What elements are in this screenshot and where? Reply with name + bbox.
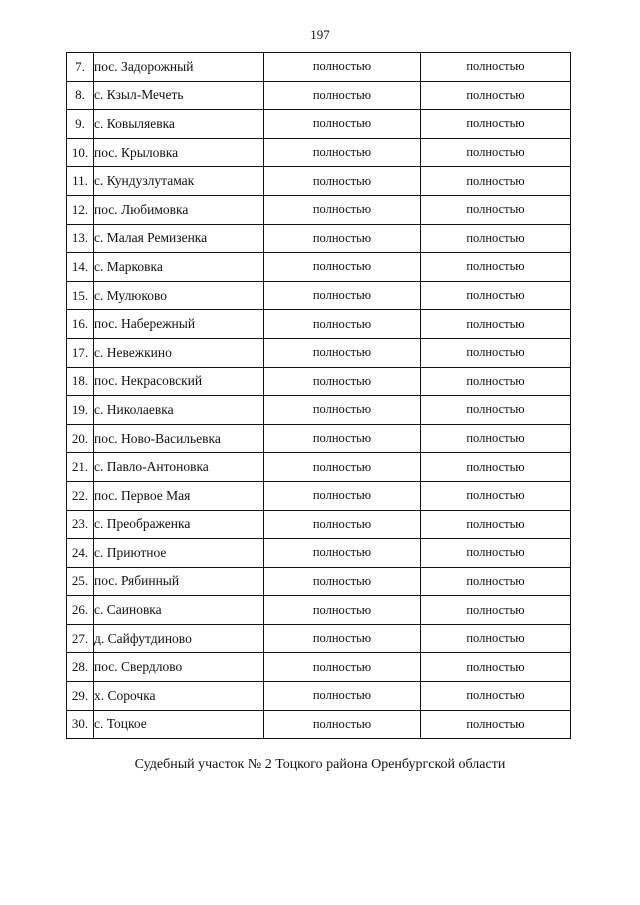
settlement-name-cell: с. Кундузлутамак bbox=[94, 167, 264, 196]
settlement-name-cell: х. Сорочка bbox=[94, 682, 264, 711]
settlement-name-cell: с. Невежкино bbox=[94, 338, 264, 367]
coverage-cell-b: полностью bbox=[421, 624, 571, 653]
settlement-name-cell: пос. Ново-Васильевка bbox=[94, 424, 264, 453]
settlement-name-cell: пос. Набережный bbox=[94, 310, 264, 339]
coverage-cell-b: полностью bbox=[421, 224, 571, 253]
coverage-cell-a: полностью bbox=[264, 596, 421, 625]
coverage-cell-b: полностью bbox=[421, 567, 571, 596]
row-number-cell: 11. bbox=[67, 167, 94, 196]
settlement-name-cell: пос. Задорожный bbox=[94, 53, 264, 82]
settlements-table bbox=[66, 52, 571, 739]
coverage-cell-b: полностью bbox=[421, 110, 571, 139]
coverage-cell-a: полностью bbox=[264, 81, 421, 110]
table-row bbox=[67, 539, 571, 568]
table-body bbox=[67, 53, 571, 739]
coverage-cell-a: полностью bbox=[264, 338, 421, 367]
coverage-cell-b: полностью bbox=[421, 539, 571, 568]
settlement-name-cell: с. Приютное bbox=[94, 539, 264, 568]
settlement-name-cell: с. Ковыляевка bbox=[94, 110, 264, 139]
coverage-cell-b: полностью bbox=[421, 338, 571, 367]
table-row bbox=[67, 396, 571, 425]
coverage-cell-b: полностью bbox=[421, 253, 571, 282]
settlement-name-cell: с. Саиновка bbox=[94, 596, 264, 625]
row-number-cell: 13. bbox=[67, 224, 94, 253]
coverage-cell-b: полностью bbox=[421, 596, 571, 625]
table-row bbox=[67, 653, 571, 682]
table-row bbox=[67, 53, 571, 82]
table-row bbox=[67, 138, 571, 167]
row-number-cell: 19. bbox=[67, 396, 94, 425]
coverage-cell-a: полностью bbox=[264, 110, 421, 139]
coverage-cell-a: полностью bbox=[264, 453, 421, 482]
coverage-cell-a: полностью bbox=[264, 53, 421, 82]
table-row bbox=[67, 253, 571, 282]
coverage-cell-a: полностью bbox=[264, 710, 421, 739]
table-row bbox=[67, 682, 571, 711]
coverage-cell-a: полностью bbox=[264, 424, 421, 453]
settlement-name-cell: с. Марковка bbox=[94, 253, 264, 282]
table-row bbox=[67, 424, 571, 453]
coverage-cell-a: полностью bbox=[264, 224, 421, 253]
row-number-cell: 17. bbox=[67, 338, 94, 367]
row-number-cell: 12. bbox=[67, 195, 94, 224]
coverage-cell-a: полностью bbox=[264, 195, 421, 224]
coverage-cell-b: полностью bbox=[421, 310, 571, 339]
row-number-cell: 8. bbox=[67, 81, 94, 110]
settlement-name-cell: пос. Любимовка bbox=[94, 195, 264, 224]
coverage-cell-b: полностью bbox=[421, 396, 571, 425]
row-number-cell: 28. bbox=[67, 653, 94, 682]
coverage-cell-b: полностью bbox=[421, 510, 571, 539]
row-number-cell: 23. bbox=[67, 510, 94, 539]
table-row bbox=[67, 510, 571, 539]
coverage-cell-a: полностью bbox=[264, 310, 421, 339]
table-row bbox=[67, 167, 571, 196]
table-row bbox=[67, 710, 571, 739]
settlement-name-cell: пос. Первое Мая bbox=[94, 481, 264, 510]
coverage-cell-a: полностью bbox=[264, 396, 421, 425]
coverage-cell-b: полностью bbox=[421, 653, 571, 682]
coverage-cell-b: полностью bbox=[421, 453, 571, 482]
table-row bbox=[67, 624, 571, 653]
table-row bbox=[67, 281, 571, 310]
settlement-name-cell: с. Павло-Антоновка bbox=[94, 453, 264, 482]
settlement-name-cell: пос. Рябинный bbox=[94, 567, 264, 596]
settlement-name-cell: д. Сайфутдиново bbox=[94, 624, 264, 653]
coverage-cell-a: полностью bbox=[264, 281, 421, 310]
coverage-cell-a: полностью bbox=[264, 567, 421, 596]
table-row bbox=[67, 310, 571, 339]
coverage-cell-a: полностью bbox=[264, 510, 421, 539]
coverage-cell-b: полностью bbox=[421, 682, 571, 711]
coverage-cell-a: полностью bbox=[264, 167, 421, 196]
row-number-cell: 16. bbox=[67, 310, 94, 339]
page-number: 197 bbox=[310, 27, 330, 42]
coverage-cell-a: полностью bbox=[264, 682, 421, 711]
row-number-cell: 24. bbox=[67, 539, 94, 568]
settlement-name-cell: с. Преображенка bbox=[94, 510, 264, 539]
table-row bbox=[67, 453, 571, 482]
coverage-cell-b: полностью bbox=[421, 138, 571, 167]
row-number-cell: 10. bbox=[67, 138, 94, 167]
coverage-cell-b: полностью bbox=[421, 81, 571, 110]
coverage-cell-b: полностью bbox=[421, 281, 571, 310]
coverage-cell-a: полностью bbox=[264, 539, 421, 568]
settlement-name-cell: пос. Крыловка bbox=[94, 138, 264, 167]
table-row bbox=[67, 224, 571, 253]
table-row bbox=[67, 596, 571, 625]
coverage-cell-a: полностью bbox=[264, 367, 421, 396]
row-number-cell: 25. bbox=[67, 567, 94, 596]
coverage-cell-b: полностью bbox=[421, 367, 571, 396]
coverage-cell-a: полностью bbox=[264, 138, 421, 167]
coverage-cell-a: полностью bbox=[264, 653, 421, 682]
coverage-cell-b: полностью bbox=[421, 167, 571, 196]
settlement-name-cell: с. Кзыл-Мечеть bbox=[94, 81, 264, 110]
table-row bbox=[67, 195, 571, 224]
row-number-cell: 18. bbox=[67, 367, 94, 396]
settlement-name-cell: с. Тоцкое bbox=[94, 710, 264, 739]
table-row bbox=[67, 367, 571, 396]
row-number-cell: 15. bbox=[67, 281, 94, 310]
coverage-cell-b: полностью bbox=[421, 710, 571, 739]
row-number-cell: 27. bbox=[67, 624, 94, 653]
coverage-cell-b: полностью bbox=[421, 53, 571, 82]
row-number-cell: 30. bbox=[67, 710, 94, 739]
row-number-cell: 21. bbox=[67, 453, 94, 482]
coverage-cell-b: полностью bbox=[421, 195, 571, 224]
settlement-name-cell: с. Мулюково bbox=[94, 281, 264, 310]
table-row bbox=[67, 338, 571, 367]
table-row bbox=[67, 567, 571, 596]
settlement-name-cell: с. Малая Ремизенка bbox=[94, 224, 264, 253]
coverage-cell-a: полностью bbox=[264, 624, 421, 653]
row-number-cell: 29. bbox=[67, 682, 94, 711]
coverage-cell-a: полностью bbox=[264, 481, 421, 510]
settlement-name-cell: с. Николаевка bbox=[94, 396, 264, 425]
coverage-cell-b: полностью bbox=[421, 481, 571, 510]
row-number-cell: 20. bbox=[67, 424, 94, 453]
settlement-name-cell: пос. Свердлово bbox=[94, 653, 264, 682]
row-number-cell: 7. bbox=[67, 53, 94, 82]
table-row bbox=[67, 81, 571, 110]
coverage-cell-b: полностью bbox=[421, 424, 571, 453]
coverage-cell-a: полностью bbox=[264, 253, 421, 282]
row-number-cell: 9. bbox=[67, 110, 94, 139]
section-title: Судебный участок № 2 Тоцкого района Оренбургской области bbox=[134, 757, 506, 772]
row-number-cell: 26. bbox=[67, 596, 94, 625]
table-row bbox=[67, 110, 571, 139]
row-number-cell: 14. bbox=[67, 253, 94, 282]
row-number-cell: 22. bbox=[67, 481, 94, 510]
settlement-name-cell: пос. Некрасовский bbox=[94, 367, 264, 396]
table-row bbox=[67, 481, 571, 510]
